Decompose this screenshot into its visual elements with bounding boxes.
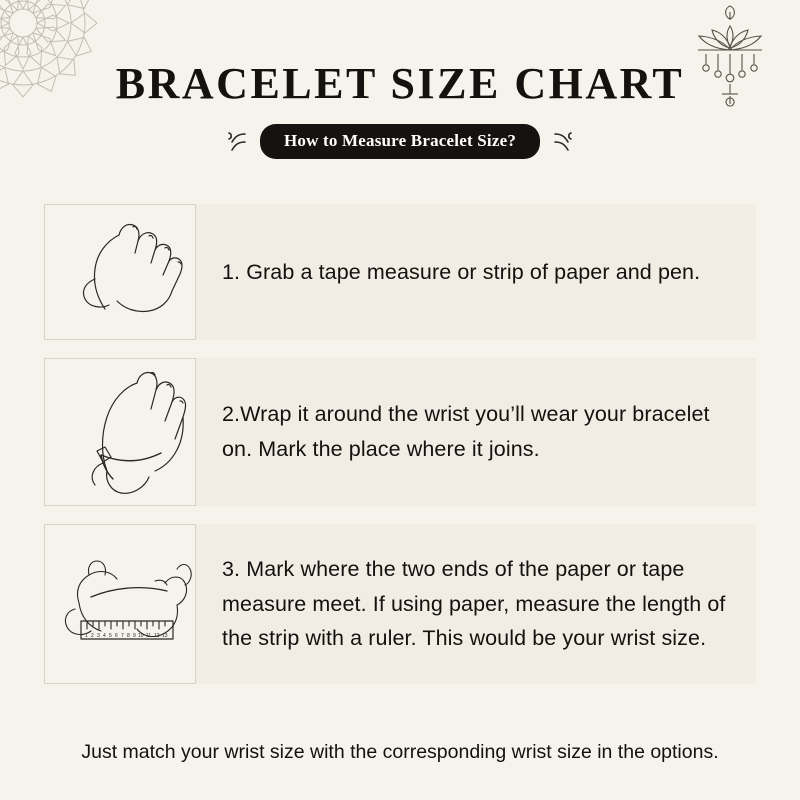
step-text: 3. Mark where the two ends of the paper or tape measure meet. If using paper, measure the length of the strip with a ruler. This would be your wrist size. [222,556,726,651]
list-item [44,358,756,506]
step-text: 2.Wrap it around the wrist you’ll wear your bracelet on. Mark the place where it joins. [222,402,710,461]
list-item [44,524,756,684]
svg-text:13: 13 [162,633,168,639]
list-item [44,204,756,340]
svg-text:9: 9 [133,633,136,639]
svg-text:12: 12 [154,633,160,639]
flourish-right-ornament [550,129,576,155]
footer-note: Just match your wrist size with the corresponding wrist size in the options. [81,741,719,763]
svg-text:3: 3 [97,633,100,639]
svg-text:2: 2 [91,633,94,639]
subtitle-row [0,124,800,159]
svg-text:1: 1 [85,633,88,639]
svg-text:6: 6 [115,633,118,639]
svg-text:7: 7 [121,633,124,639]
svg-text:10: 10 [138,633,144,639]
svg-text:5: 5 [109,633,112,639]
flourish-left-ornament [224,129,250,155]
subtitle-badge: How to Measure Bracelet Size? [260,124,540,159]
step-text: 1. Grab a tape measure or strip of paper and pen. [222,259,701,284]
page-title: BRACELET SIZE CHART [115,59,685,108]
steps-list [44,204,756,702]
hands-measuring-with-ruler-illustration [44,524,196,684]
hand-with-tape-around-wrist-illustration [44,358,196,506]
svg-text:4: 4 [103,633,106,639]
svg-text:11: 11 [146,633,152,639]
hand-fist-illustration [44,204,196,340]
svg-text:8: 8 [127,633,130,639]
